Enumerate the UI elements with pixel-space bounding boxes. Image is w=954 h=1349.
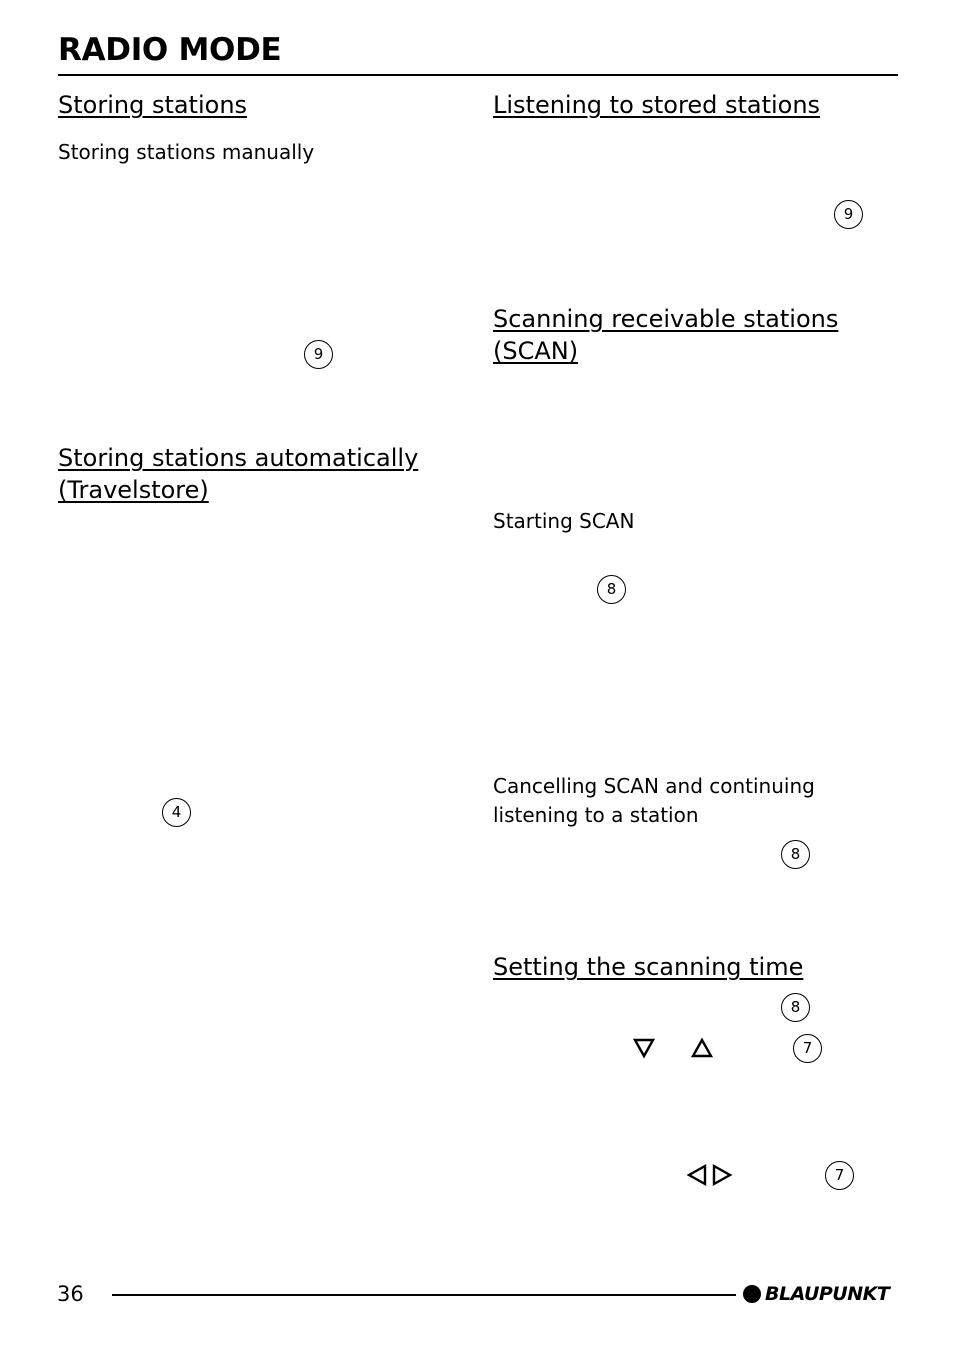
brand-logo xyxy=(743,1282,889,1306)
button-reference-8: 8 xyxy=(781,993,810,1022)
subheading-storing-manually: Storing stations manually xyxy=(58,140,315,164)
button-reference-7: 7 xyxy=(825,1161,854,1190)
page-title: RADIO MODE xyxy=(58,32,282,68)
heading-listening-stored: Listening to stored stations xyxy=(493,91,821,119)
brand-name: BLAUPUNKT xyxy=(765,1283,890,1305)
button-reference-9: 9 xyxy=(834,200,863,229)
logo-dot-icon xyxy=(743,1285,761,1303)
title-divider xyxy=(58,74,898,76)
button-reference-8: 8 xyxy=(781,840,810,869)
triangle-right-icon xyxy=(710,1163,734,1187)
heading-storing-stations: Storing stations xyxy=(58,91,248,119)
triangle-left-icon xyxy=(685,1163,709,1187)
heading-travelstore: Storing stations automatically (Travelstore) xyxy=(58,444,419,504)
subheading-starting-scan: Starting SCAN xyxy=(493,509,635,533)
button-reference-4: 4 xyxy=(162,798,191,827)
footer-divider xyxy=(112,1294,736,1296)
button-reference-8: 8 xyxy=(597,575,626,604)
triangle-down-icon xyxy=(632,1036,656,1060)
subheading-cancelling-scan: Cancelling SCAN and continuing listening to a station xyxy=(493,774,815,827)
heading-scan: Scanning receivable stations (SCAN) xyxy=(493,305,839,365)
button-reference-9: 9 xyxy=(304,340,333,369)
triangle-up-icon xyxy=(690,1036,714,1060)
heading-scanning-time: Setting the scanning time xyxy=(493,953,804,981)
button-reference-7: 7 xyxy=(793,1034,822,1063)
page-number: 36 xyxy=(57,1282,84,1306)
